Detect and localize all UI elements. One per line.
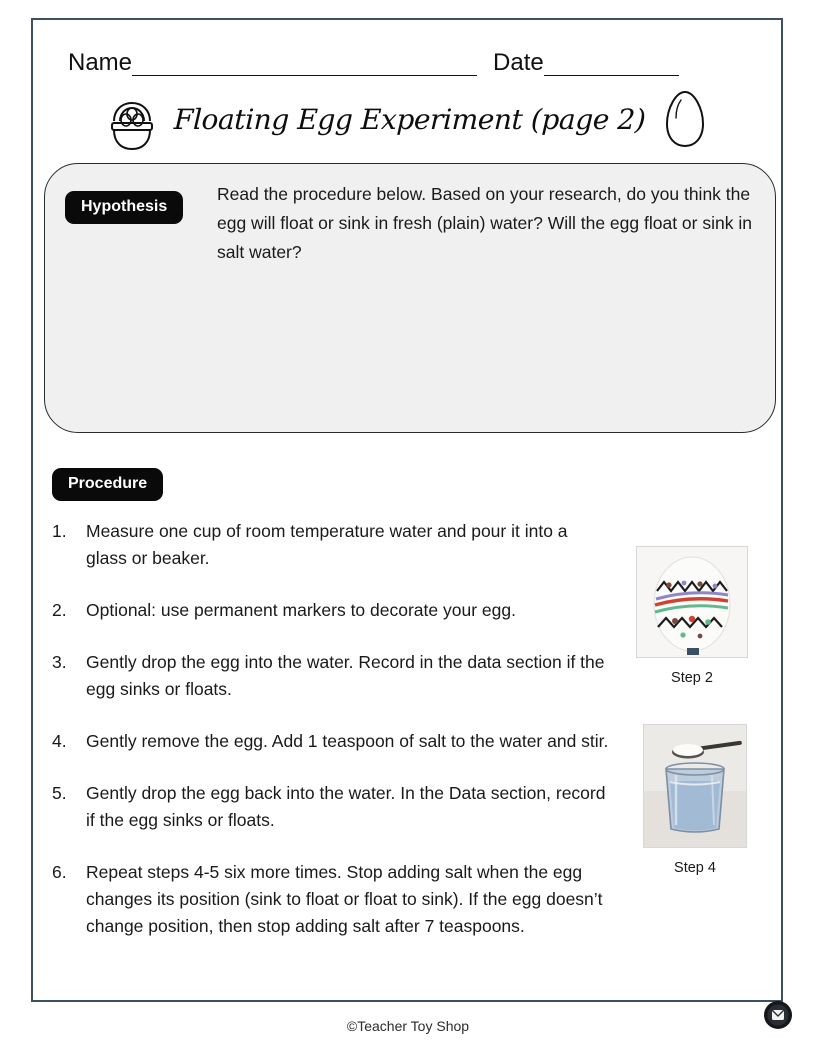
- step-text: Gently remove the egg. Add 1 teaspoon of salt to the water and stir.: [86, 731, 609, 751]
- list-item: [52, 780, 612, 834]
- teacher-toy-shop-logo-icon: [763, 1000, 793, 1030]
- date-input-line[interactable]: [544, 53, 679, 76]
- list-item: [52, 859, 612, 940]
- hypothesis-prompt: Read the procedure below. Based on your research, do you think the egg will float or sink in fresh (plain) water? Will the egg float or sink in salt water?: [217, 184, 752, 262]
- hypothesis-panel[interactable]: [44, 163, 776, 433]
- list-item: [52, 728, 612, 755]
- hypothesis-badge-label: Hypothesis: [65, 191, 183, 224]
- step-number: 4.: [52, 731, 67, 751]
- step-number: 2.: [52, 600, 67, 620]
- photo-caption: Step 4: [674, 860, 716, 876]
- step-text: Optional: use permanent markers to decorate your egg.: [86, 600, 516, 620]
- glass-of-water-with-salt-spoon-photo: [643, 724, 747, 848]
- name-date-row: [68, 42, 758, 76]
- step-number: 5.: [52, 783, 67, 803]
- list-item: [52, 597, 612, 624]
- hypothesis-badge: [65, 191, 183, 224]
- footer-credit: ©Teacher Toy Shop: [346, 1018, 470, 1034]
- step-number: 3.: [52, 652, 67, 672]
- name-label: Name: [68, 49, 133, 76]
- easter-basket-with-eggs-icon: [100, 87, 164, 151]
- step-text: Repeat steps 4-5 six more times. Stop adding salt when the egg changes its position (sink to float or float to sink). If the egg doesn’t change position, then stop adding salt after 7 teaspoons.: [86, 862, 603, 936]
- procedure-badge: [52, 468, 163, 501]
- decorated-egg-photo: [636, 546, 748, 658]
- name-input-line[interactable]: [132, 53, 477, 76]
- step-text: Measure one cup of room temperature water and pour it into a glass or beaker.: [86, 521, 568, 568]
- date-label: Date: [493, 49, 544, 76]
- egg-outline-icon: [661, 88, 709, 150]
- photo-caption: Step 2: [671, 670, 713, 686]
- list-item: [52, 518, 612, 572]
- step2-photo-block: [617, 546, 767, 686]
- page-title: Floating Egg Experiment (page 2): [173, 102, 647, 136]
- title-row: [100, 84, 700, 154]
- list-item: [52, 649, 612, 703]
- procedure-badge-label: Procedure: [52, 468, 163, 501]
- step-text: Gently drop the egg into the water. Record in the data section if the egg sinks or floats.: [86, 652, 605, 699]
- step-number: 6.: [52, 862, 67, 882]
- step-text: Gently drop the egg back into the water. In the Data section, record if the egg sinks or floats.: [86, 783, 606, 830]
- step4-photo-block: [620, 724, 770, 876]
- procedure-steps-list: [52, 518, 612, 965]
- step-number: 1.: [52, 521, 67, 541]
